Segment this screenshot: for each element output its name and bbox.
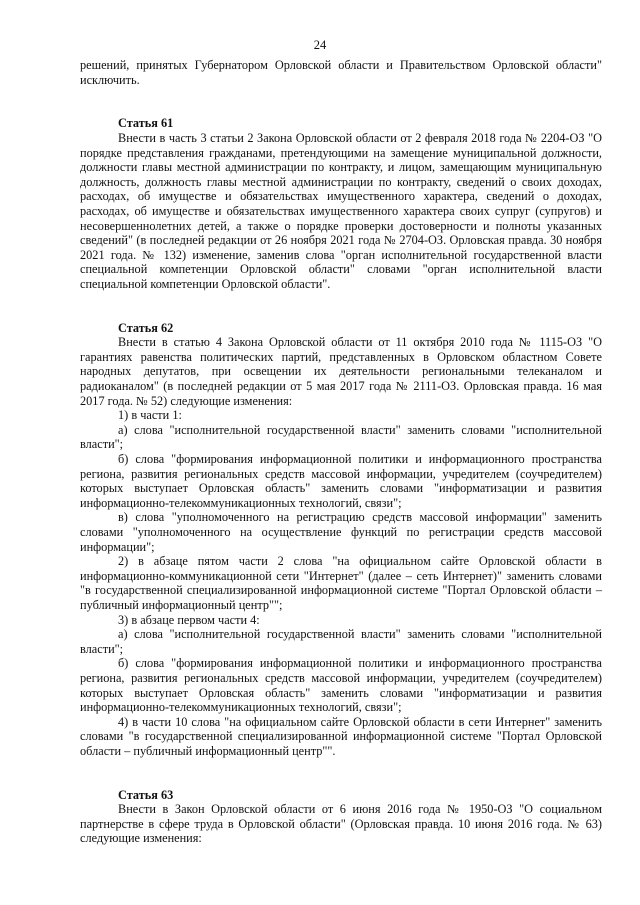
article-62-paragraph-10: 4) в части 10 слова "на официальном сайте Орловской области в сети Интернет" заменить словами "в государственной специализированной информационной системе "Портал Орловской области – публичный информационный центр"". [80, 714, 602, 758]
page-number: 24 [313, 38, 327, 52]
article-62-paragraph-5: в) слова "уполномоченного на регистрацию средств массовой информации" заменить словами "уполномоченного на осуществление функций по регистрации средств массовой информации"; [80, 510, 602, 554]
article-62-paragraph-7: 3) в абзаце первом части 4: [118, 612, 260, 627]
article-62-paragraph-8: а) слова "исполнительной государственной власти" заменить словами "исполнительной власти"; [80, 627, 602, 656]
article-62-paragraph-6: 2) в абзаце пятом части 2 слова "на официальном сайте Орловской области в информационно-коммуникационной сети "Интернет" (далее – сеть Интернет)" заменить словами "в государственной специализированной информационной системе "Портал Орловской области – публичный информационный центр""; [80, 554, 602, 612]
intro-paragraph: решений, принятых Губернатором Орловской области и Правительством Орловской области" исключить. [80, 58, 602, 87]
article-62-paragraph-1: Внести в статью 4 Закона Орловской области от 11 октября 2010 года № 1115-ОЗ "О гарантиях равенства политических партий, представленных в Орловском областном Совете народных депутатов, при освещении их деятельности региональными телеканалом и радиоканалом" (в последней редакции от 5 мая 2017 года № 2111-ОЗ. Орловская правда. 16 мая 2017 года. № 52) следующие изменения: [80, 335, 602, 408]
article-61-paragraph: Внести в часть 3 статьи 2 Закона Орловской области от 2 февраля 2018 года № 2204-ОЗ "О порядке представления гражданами, претендующими на замещение муниципальной должности, должности главы местной администрации по контракту, и лицом, замещающим муниципальную должность, должность главы местной администрации по контракту, сведений о своих доходах, расходах, об имуществе и обязательствах имущественного характера, сведений о доходах, расходах, об имуществе и обязательствах имущественного характера своих супруг (супругов) и несовершеннолетних детей, а также о порядке проверки достоверности и полноты указанных сведений" (в последней редакции от 26 ноября 2021 года № 2704-ОЗ. Орловская правда. 30 ноября 2021 года. № 132) изменение, заменив слова "орган исполнительной государственной власти специальной компетенции Орловской области" словами "орган исполнительной власти специальной компетенции Орловской области". [80, 130, 602, 291]
article-63-paragraph: Внести в Закон Орловской области от 6 июня 2016 года № 1950-ОЗ "О социальном партнерстве в сфере труда в Орловской области" (Орловская правда. 10 июня 2016 года. № 63) следующие изменения: [80, 802, 602, 846]
article-62-title: Статья 62 [118, 320, 174, 335]
document-body [80, 58, 602, 846]
article-62-paragraph-2: 1) в части 1: [118, 408, 182, 423]
article-63-title: Статья 63 [118, 787, 174, 802]
article-62-paragraph-4: б) слова "формирования информационной политики и информационного пространства региона, развития региональных средств массовой информации, учредителем (соучредителем) которых выступает Орловская область" заменить словами "информатизации и развития информационно-телекоммуникационных технологий, связи"; [80, 452, 602, 510]
article-61-title: Статья 61 [118, 116, 174, 131]
article-62-paragraph-9: б) слова "формирования информационной политики и информационного пространства региона, развития региональных средств массовой информации, учредителем (соучредителем) которых выступает Орловская область" заменить словами "информатизации и развития информационно-телекоммуникационных технологий, связи"; [80, 656, 602, 715]
article-62-paragraph-3: а) слова "исполнительной государственной власти" заменить словами "исполнительной власти"; [80, 422, 602, 452]
